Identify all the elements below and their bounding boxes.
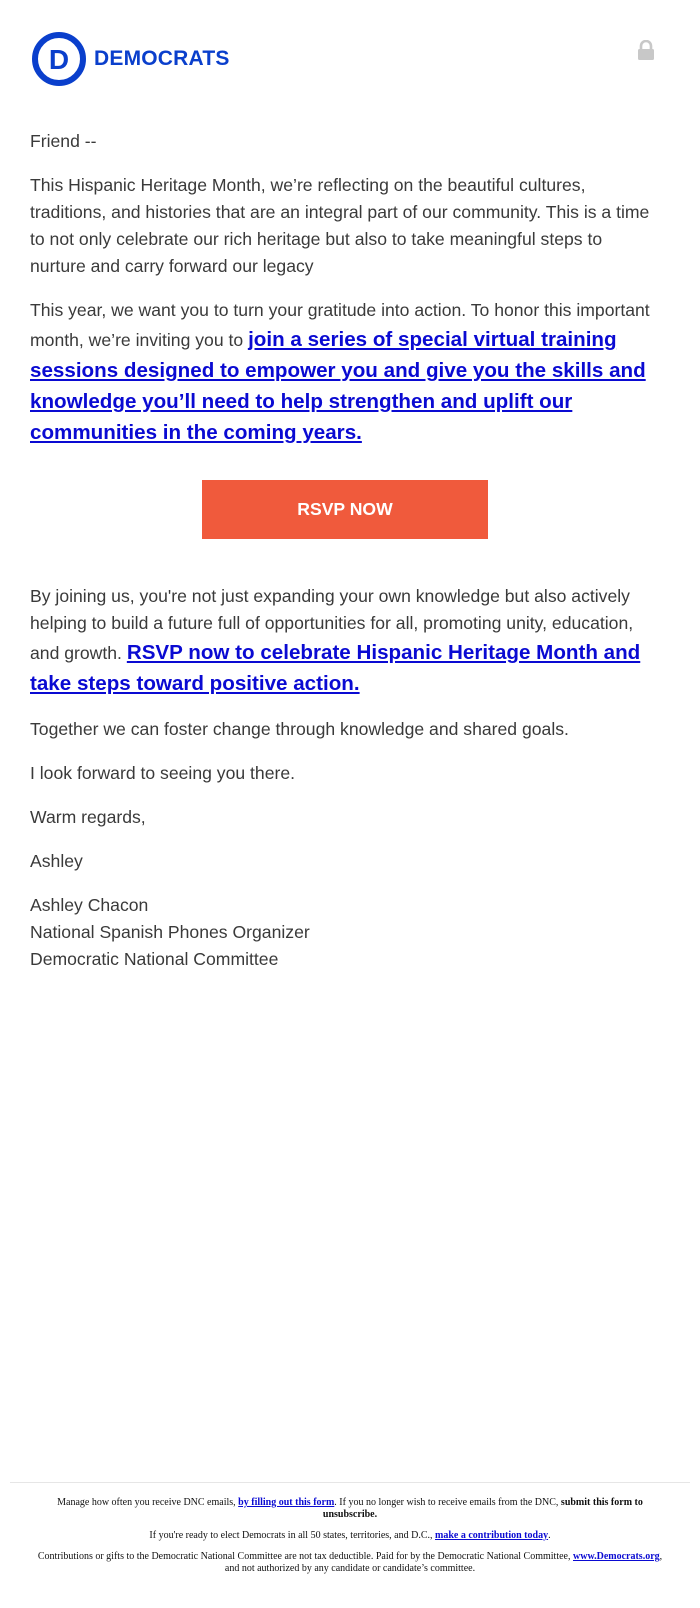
democrats-org-link[interactable]: www.Democrats.org (573, 1551, 660, 1562)
email-body (30, 128, 660, 973)
elect-pre: If you're ready to elect Democrats in all 50 states, territories, and D.C., (149, 1530, 436, 1541)
signature-block (30, 892, 660, 973)
together-paragraph: Together we can foster change through knowledge and shared goals. (30, 719, 569, 739)
manage-mid: . If you no longer wish to receive emails from the DNC, (334, 1497, 561, 1508)
joining-text: By joining us, you're not just expanding your own knowledge but also actively helping to build a future full of opportunities for all, promoting unity, education, and growth. (30, 586, 634, 663)
logo-mark-letter: D (48, 44, 70, 75)
joining-paragraph (30, 583, 660, 699)
legal-post: , and not authorized by any candidate or candidate’s committee. (224, 1551, 663, 1574)
intro-paragraph: This Hispanic Heritage Month, we’re reflecting on the beautiful cultures, traditions, and histories that are an integral part of our community. This is a time to not only celebrate our rich heritage but also to take meaningful steps to nurture and carry forward our legacy (30, 175, 650, 276)
democrats-logo-icon (32, 32, 86, 86)
signature-org: Democratic National Committee (30, 949, 279, 969)
email-footer (30, 1497, 670, 1584)
democrats-logo[interactable] (32, 32, 230, 86)
logo-text: DEMOCRATS (94, 47, 230, 70)
manage-emails-text (30, 1497, 670, 1521)
legal-disclaimer (30, 1551, 670, 1575)
rsvp-celebrate-link[interactable]: RSVP now to celebrate Hispanic Heritage Month and take steps toward positive action. (30, 641, 641, 695)
manage-frequency-link[interactable]: by filling out this form (238, 1497, 335, 1508)
signature-title: National Spanish Phones Organizer (30, 922, 310, 942)
manage-pre: Manage how often you receive DNC emails, (57, 1497, 239, 1508)
unsubscribe-link[interactable]: submit this form to unsubscribe. (322, 1497, 643, 1520)
contribution-link[interactable]: make a contribution today (435, 1530, 549, 1541)
training-sessions-link[interactable]: join a series of special virtual training sessions designed to empower you and give you the skills and knowledge you’ll need to help strengthen and uplift our communities in the coming years. (30, 328, 646, 444)
invitation-text: This year, we want you to turn your gratitude into action. To honor this important month, we’re inviting you to (30, 300, 650, 350)
email-header (0, 0, 700, 120)
legal-pre: Contributions or gifts to the Democratic National Committee are not tax deductible. Paid for by the Democratic National Committee, (37, 1551, 573, 1562)
elect-post: . (548, 1530, 551, 1541)
rsvp-now-button[interactable]: RSVP NOW (202, 480, 488, 539)
closing: Warm regards, (30, 807, 146, 827)
look-forward-paragraph: I look forward to seeing you there. (30, 763, 296, 783)
greeting: Friend -- (30, 131, 97, 151)
lock-icon (637, 40, 655, 65)
invitation-paragraph (30, 297, 660, 448)
footer-divider (10, 1482, 690, 1483)
first-name: Ashley (30, 851, 83, 871)
elect-democrats-text (30, 1530, 670, 1542)
signature-name: Ashley Chacon (30, 895, 149, 915)
rsvp-button-container (30, 480, 660, 539)
